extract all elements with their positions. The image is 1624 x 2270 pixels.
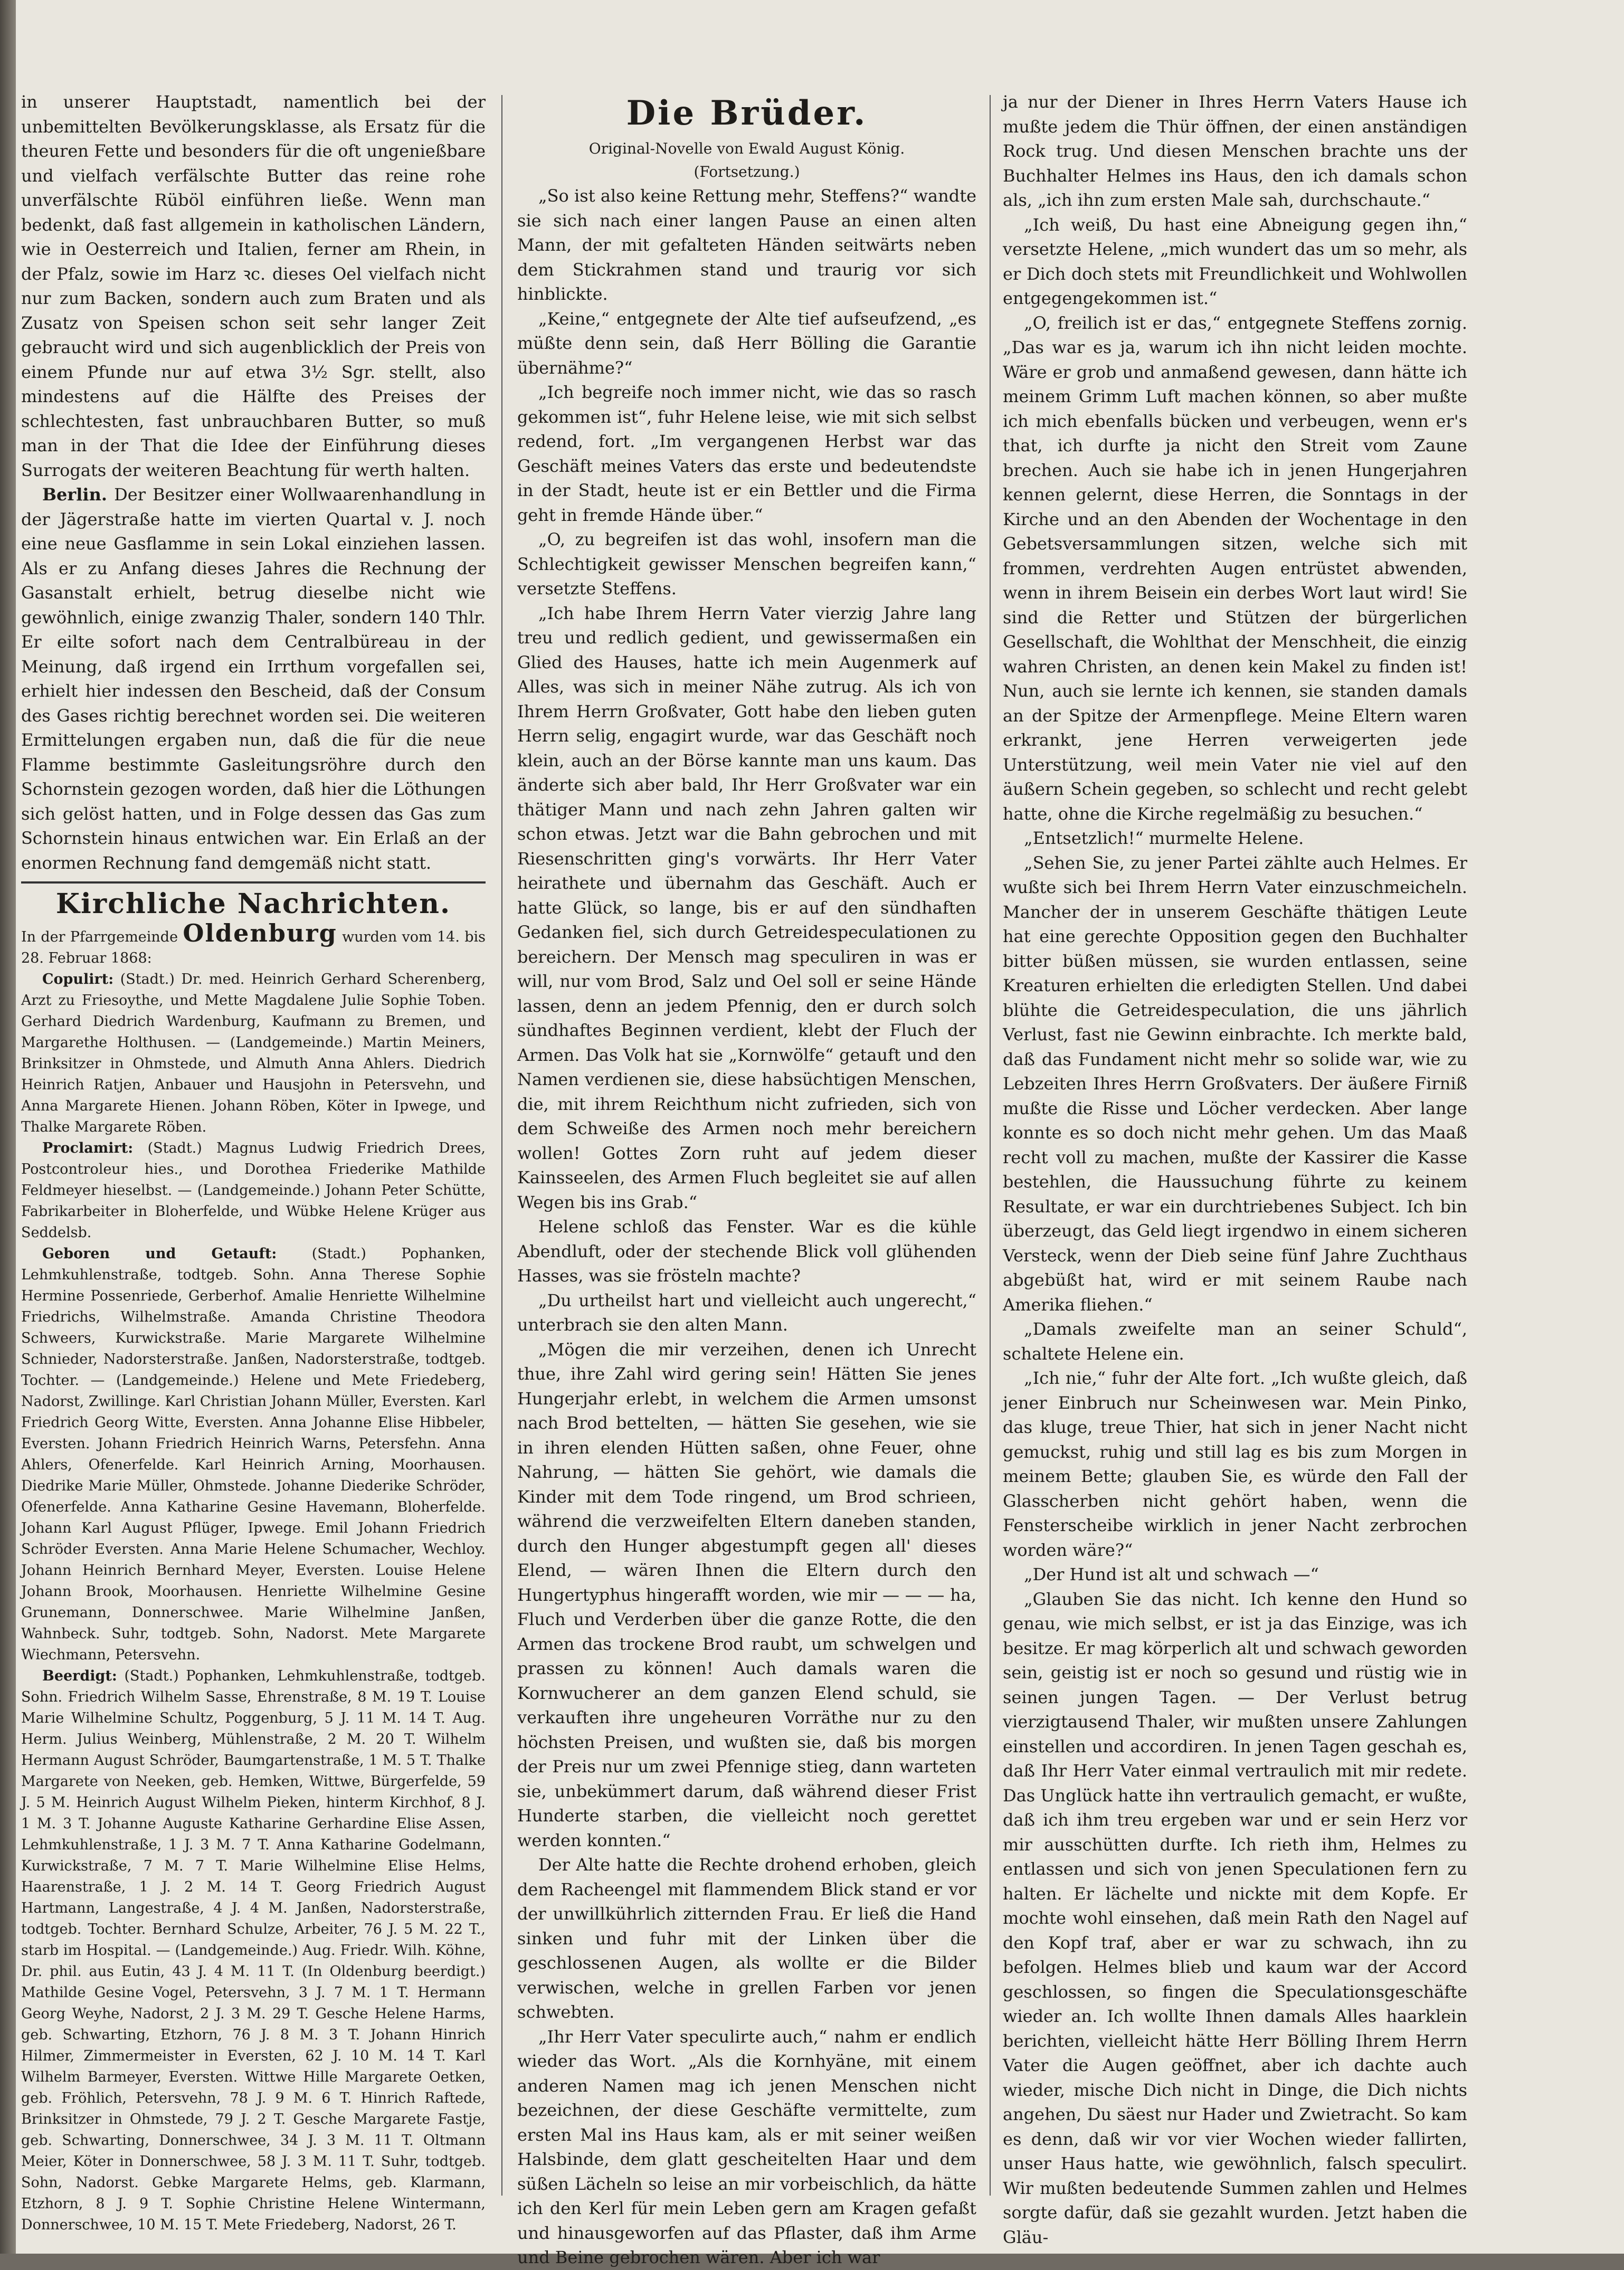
berlin-article	[21, 482, 486, 875]
story-paragraph: „O, freilich ist er das,“ entgegnete Steffens zornig. „Das war es ja, warum ich ihn nicht leiden mochte. Wäre er grob und anmaßend gewesen, dann hätte ich meinem Grimm Luft machen können, so aber mußte ich mich ebenfalls bücken und verbeugen, wenn er's that, ich durfte ja nicht den Streit vom Zaune brechen. Auch sie habe ich in jenen Hungerjahren kennen gelernt, diese Herren, die Sonntags in der Kirche und an den Abenden der Wochentage in den Gebetsversammlungen sitzen, welche sich mit frommen, verdrehten Augen entrüstet abwenden, wenn in ihrem Beisein ein derbes Wort laut wird! Sie sind die Retter und Stützen der bürgerlichen Gesellschaft, die Wohlthat der Menschheit, die einzig wahren Christen, an denen kein Makel zu finden ist! Nun, auch sie lernte ich kennen, sie standen damals an der Spitze der Armenpflege. Meine Eltern waren erkrankt, jene Herren verweigerten jede Unterstützung, weil mein Vater nie viel auf den äußern Schein gegeben, so schlecht und recht gelebt hatte, ohne die Kirche regelmäßig zu besuchen.“	[1003, 312, 1467, 824]
rapeseed-oil-article: in unserer Hauptstadt, namentlich bei der unbemittelten Bevölkerungsklasse, als Ersatz für die theuren Fette und besonders für die oft ungenießbare und vielfach verfälschte Butter das reine rohe unverfälschte Rüböl einführen ließe. Wenn man bedenkt, daß fast allgemein in katholischen Ländern, wie in Oesterreich und Italien, ferner am Rhein, in der Pfalz, sowie im Harz ꝛc. dieses Oel vielfach nicht nur zum Backen, sondern auch zum Braten und als Zusatz von Speisen schon seit sehr langer Zeit gebraucht wird und sich augenblicklich der Preis von einem Pfunde nur auf etwa 3½ Sgr. stellt, also mindestens auf die Hälfte des Preises der schlechtesten, fast unbrauchbaren Butter, so muß man in der That die Idee der Einführung dieses Surrogats der weiteren Beachtung für werth halten.	[21, 92, 486, 480]
beerdigt-entry	[21, 1666, 486, 2236]
story-paragraph: „Mögen die mir verzeihen, denen ich Unrecht thue, ihre Zahl wird gering sein! Hätten Sie jenes Hungerjahr erlebt, in welchem die Armen umsonst nach Brod bettelten, — hätten Sie gesehen, wie sie in ihren elenden Hütten saßen, ohne Feuer, ohne Nahrung, — hätten Sie gehört, wie damals die Kinder mit dem Tode ringend, um Brod schrieen, während die verzweifelten Eltern daneben standen, durch den Hunger abgestumpft gegen all' dieses Elend, — wären Ihnen die Eltern durch den Hungertyphus hingerafft worden, wie mir — — — ha, Fluch und Verderben über die ganze Rotte, die den Armen das trockene Brod raubt, um schwelgen und prassen zu können! Auch damals waren die Kornwucherer an dem ganzen Elend schuld, sie verkauften ihre ungeheuren Vorräthe nur zu den höchsten Preisen, und wußten sie, daß bis morgen der Preis nur um zwei Pfennige stieg, dann warteten sie, unbekümmert darum, daß während dieser Frist Hunderte starben, die vielleicht noch gerettet werden konnten.“	[517, 1339, 976, 1850]
copulirt-entry	[21, 969, 486, 1138]
beerdigt-text: (Stadt.) Pophanken, Lehmkuhlenstraße, todtgeb. Sohn. Friedrich Wilhelm Sasse, Ehrenstraße, 8 M. 19 T. Louise Marie Wilhelmine Schultz, Poggenburg, 5 J. 11 M. 14 T. Aug. Herm. Julius Weinberg, Mühlenstraße, 2 M. 20 T. Wilhelm Hermann August Schröder, Baumgartenstraße, 1 M. 5 T. Thalke Margarete von Neeken, geb. Hemken, Wittwe, Bürgerfelde, 59 J. 5 M. Heinrich August Wilhelm Pieken, hinterm Kirchhof, 8 J. 1 M. 3 T. Johanne Auguste Katharine Gerhardine Elise Assen, Lehmkuhlenstraße, 1 J. 3 M. 7 T. Anna Katharine Godelmann, Kurwickstraße, 7 M. 7 T. Marie Wilhelmine Elise Helms, Haarenstraße, 1 J. 2 M. 14 T. Georg Friedrich August Hartmann, Langestraße, 4 J. 4 M. Janßen, Nadorsterstraße, todtgeb. Tochter. Bernhard Schulze, Arbeiter, 76 J. 5 M. 22 T., starb im Hospital. — (Landgemeinde.) Aug. Friedr. Wilh. Köhne, Dr. phil. aus Eutin, 43 J. 4 M. 11 T. (In Oldenburg beerdigt.) Mathilde Gesine Vogel, Petersvehn, 3 J. 7 M. 1 T. Hermann Georg Weyhe, Nadorst, 2 J. 3 M. 29 T. Gesche Helene Harms, geb. Schwarting, Etzhorn, 76 J. 8 M. 3 T. Johann Hinrich Hilmer, Zimmermeister in Eversten, 62 J. 10 M. 14 T. Karl Wilhelm Barmeyer, Eversten. Wittwe Hille Margarete Oetken, geb. Fröhlich, Petersvehn, 78 J. 9 M. 6 T. Hinrich Raftede, Brinksitzer in Ohmstede, 79 J. 2 T. Gesche Margarete Fastje, geb. Schwarting, Donnerschwee, 34 J. 3 M. 11 T. Oltmann Meier, Köter in Donnerschwee, 58 J. 3 M. 11 T. Suhr, todtgeb. Sohn, Nadorst. Gebke Margarete Helms, geb. Klarmann, Etzhorn, 8 J. 9 T. Sophie Christine Helene Wintermann, Donnerschwee, 10 M. 15 T. Mete Friedeberg, Nadorst, 26 T.	[21, 1668, 486, 2233]
story-paragraph: Helene schloß das Fenster. War es die kühle Abendluft, oder der stechende Blick voll glühenden Hasses, was sie frösteln machte?	[517, 1217, 976, 1286]
story-paragraph: „Du urtheilst hart und vielleicht auch ungerecht,“ unterbrach sie den alten Mann.	[517, 1290, 976, 1335]
berlin-text: Der Besitzer einer Wollwaarenhandlung in der Jägerstraße hatte im vierten Quartal v. J. noch eine neue Gasflamme in sein Lokal einziehen lassen. Als er zu Anfang dieses Jahres die Rechnung der Gasanstalt erhielt, betrug dieselbe nicht wie gewöhnlich, einige zwanzig Thaler, sondern 140 Thlr. Er eilte sofort nach dem Centralbüreau in der Meinung, daß irgend ein Irrthum vorgefallen sei, erhielt hier indessen den Bescheid, daß der Consum des Gases richtig berechnet worden sei. Die weiteren Ermittelungen ergaben nun, daß die für die neue Flamme bestimmte Gasleitungsröhre durch den Schornstein gezogen worden, daß hier die Löthungen sich gelöst hatten, und in Folge dessen das Gas zum Schornstein hinaus entwichen war. Ein Erlaß an der enormen Rechnung fand demgemäß nicht statt.	[21, 485, 486, 873]
newspaper-page	[16, 0, 1624, 2267]
story-paragraph: „Der Hund ist alt und schwach —“	[1024, 1564, 1319, 1584]
story-paragraph: „Sehen Sie, zu jener Partei zählte auch Helmes. Er wußte sich bei Ihrem Herrn Vater einzuschmeicheln. Mancher der in unserem Geschäfte thätigen Leute hat eine gerechte Opposition gegen den Buchhalter bitter büßen müssen, sie wurden entlassen, seine Kreaturen erhielten die erledigten Stellen. Und dabei blühte die Getreidespeculation, die uns jährlich Verlust, fast nie Gewinn einbrachte. Ich merkte bald, daß das Fundament nicht mehr so solide war, wie zu Lebzeiten Ihres Herrn Großvaters. Der äußere Firniß mußte die Risse und Löcher verdecken. Aber lange konnte es so doch nicht mehr gehen. Um das Maaß recht voll zu machen, mußte der Kassirer die Kasse bestehlen, die Haussuchung führte zu keinem Resultate, er war ein durchtriebenes Subject. Ich bin überzeugt, das Geld liegt irgendwo in einem sicheren Versteck, wenn der Dieb seine fünf Jahre Zuchthaus abgebüßt hat, wird er mit seinem Raube nach Amerika fliehen.“	[1003, 852, 1467, 1315]
proclamirt-label: Proclamirt:	[42, 1140, 134, 1156]
church-intro	[21, 919, 486, 969]
story-paragraph: „Ich nie,“ fuhr der Alte fort. „Ich wußte gleich, daß jener Einbruch nur Scheinwesen war. Mein Pinko, das kluge, treue Thier, hat sich in jener Nacht nicht gemuckst, ruhig und still lag es bis zum Morgen in meinem Bette; glauben Sie, es würde den Fall der Glasscherben nicht gehört haben, wenn die Fensterscheibe wirklich in jener Nacht zerbrochen worden wäre?“	[1003, 1368, 1467, 1560]
column-rule-left	[501, 95, 502, 2196]
church-place: Oldenburg	[183, 919, 337, 947]
beerdigt-label: Beerdigt:	[42, 1668, 117, 1684]
story-paragraph: „Keine,“ entgegnete der Alte tief aufseufzend, „es müßte denn sein, daß Herr Bölling die Garantie übernähme?“	[517, 308, 976, 378]
proclamirt-text: (Stadt.) Magnus Ludwig Friedrich Drees, Postcontroleur hies., und Dorothea Friederike Mathilde Feldmeyer hieselbst. — (Landgemeinde.) Johann Peter Schütte, Fabrikarbeiter in Bloherfelde, und Wübke Helene Krüger aus Seddelsb.	[21, 1140, 486, 1241]
middle-column	[517, 90, 976, 2267]
church-news-heading: Kirchliche Nachrichten.	[55, 888, 451, 920]
story-paragraph: Der Alte hatte die Rechte drohend erhoben, gleich dem Racheengel mit flammendem Blick stand er vor der unwillkührlich zitternden Frau. Er ließ die Hand sinken und fuhr mit der Linken über die geschlossenen Augen, als wollte er die Bilder verwischen, welche in grellen Farben vor jenen schwebten.	[517, 1855, 976, 2022]
right-column	[1003, 90, 1467, 2254]
page-edge-shadow	[0, 0, 16, 2254]
story-continuation: (Fortsetzung.)	[694, 163, 800, 181]
left-column	[21, 90, 486, 2254]
church-intro-b: wurden vom 14. bis 28. Februar 1868:	[21, 929, 486, 966]
story-paragraph: ja nur der Diener in Ihres Herrn Vaters Hause ich mußte jedem die Thür öffnen, der einen anständigen Rock trug. Und diesen Menschen brachte uns der Buchhalter Helmes ins Haus, den ich damals schon als, „ich ihn zum ersten Male sah, durchschaute.“	[1003, 92, 1467, 210]
copulirt-label: Copulirt:	[42, 971, 114, 987]
story-paragraph: „O, zu begreifen ist das wohl, insofern man die Schlechtigkeit gewisser Menschen begreifen kann,“ versetzte Steffens.	[517, 529, 976, 599]
column-rule-right	[990, 95, 991, 2196]
church-intro-a: In der Pfarrgemeinde	[21, 929, 178, 945]
berlin-label: Berlin.	[42, 485, 107, 505]
story-paragraph: „Damals zweifelte man an seiner Schuld“, schaltete Helene ein.	[1003, 1319, 1467, 1364]
geboren-text: (Stadt.) Pophanken, Lehmkuhlenstraße, todtgeb. Sohn. Anna Therese Sophie Hermine Possenriede, Gerberhof. Amalie Henriette Wilhelmine Friedrichs, Wilhelmstraße. Amanda Christine Theodora Schweers, Kurwickstraße. Marie Margarete Wilhelmine Schnieder, Nadorsterstraße. Janßen, Nadorsterstraße, todtgeb. Tochter. — (Landgemeinde.) Helene und Mete Friedeberg, Nadorst, Zwillinge. Karl Christian Johann Müller, Eversten. Karl Friedrich Georg Witte, Eversten. Anna Johanne Elise Hibbeler, Eversten. Johann Friedrich Heinrich Warns, Petersfehn. Anna Ahlers, Ofenerfelde. Karl Heinrich Arning, Moorhausen. Diedrike Marie Müller, Ohmstede. Johanne Diederike Schröder, Ofenerfelde. Anna Katharine Gesine Havemann, Bloherfelde. Johann Karl August Pflüger, Ipwege. Emil Johann Friedrich Schröder Eversten. Anna Marie Helene Schumacher, Wechloy. Johann Heinrich Bernhard Meyer, Eversten. Louise Helene Johann Brook, Moorhausen. Henriette Wilhelmine Gesine Grunemann, Donnerschwee. Marie Wilhelmine Janßen, Wahnbeck. Suhr, todtgeb. Sohn, Nadorst. Mete Margarete Wiechmann, Petersvehn.	[21, 1246, 486, 1663]
story-paragraph: „Ich weiß, Du hast eine Abneigung gegen ihn,“ versetzte Helene, „mich wundert das um so mehr, als er Dich doch stets mit Freundlichkeit und Wohlwollen entgegengekommen ist.“	[1003, 214, 1467, 308]
story-paragraph: „Ich habe Ihrem Herrn Vater vierzig Jahre lang treu und redlich gedient, und gewissermaßen ein Glied des Hauses, hatte ich mein Augenmerk auf Alles, was sich in meiner Nähe zutrug. Als ich von Ihrem Herrn Großvater, Gott habe den lieben guten Herrn selig, engagirt wurde, war das Geschäft noch klein, auch an der Börse kannte man uns kaum. Das änderte sich aber bald, Ihr Herr Großvater war ein thätiger Mann und nach zehn Jahren galten wir schon etwas. Jetzt war die Bahn gebrochen und mit Riesenschritten ging's vorwärts. Ihr Herr Vater heirathete und übernahm das Geschäft. Auch er hatte Glück, so lange, bis er auf den sündhaften Gedanken fiel, sich durch Getreidespeculationen zu bereichern. Der Mensch mag speculiren in was er will, nur vom Brod, Salz und Oel soll er seine Hände lassen, denn an jedem Pfennig, den er durch solch sündhaftes Beginnen verdient, klebt der Fluch der Armen. Das Volk hat sie „Kornwölfe“ getauft und den Namen verdienen sie, diese habsüchtigen Menschen, die, mit ihrem Reichthum nicht zufrieden, sich von dem Schweiße des Armen noch mehr bereichern wollen! Gottes Zorn ruht auf jedem dieser Kainsseelen, des Armen Fluch begleitet sie auf allen Wegen bis ins Grab.“	[517, 603, 976, 1212]
story-title: Die Brüder.	[626, 93, 868, 133]
copulirt-text: (Stadt.) Dr. med. Heinrich Gerhard Scherenberg, Arzt zu Friesoythe, und Mette Magdalene Julie Sophie Toben. Gerhard Diedrich Wardenburg, Kaufmann zu Bremen, und Margarethe Holthusen. — (Landgemeinde.) Martin Meiners, Brinksitzer in Ohmstede, und Almuth Anna Ahlers. Diedrich Heinrich Ratjen, Anbauer und Hausjohn in Petersvehn, und Anna Margarete Hienen. Johann Röben, Köter in Ipwege, und Thalke Margarete Röben.	[21, 971, 486, 1135]
story-paragraph: „Ich begreife noch immer nicht, wie das so rasch gekommen ist“, fuhr Helene leise, wie mit sich selbst redend, fort. „Im vergangenen Herbst war das Geschäft meines Vaters das erste und bedeutendste in der Stadt, heute ist er ein Bettler und die Firma geht in fremde Hände über.“	[517, 382, 976, 525]
story-paragraph: „Entsetzlich!“ murmelte Helene.	[1024, 828, 1304, 848]
story-paragraph: „Ihr Herr Vater speculirte auch,“ nahm er endlich wieder das Wort. „Als die Kornhyäne, mit einem anderen Namen mag ich jenen Menschen nicht bezeichnen, der diese Geschäfte vermittelte, zum ersten Mal ins Haus kam, als er mit seiner weißen Halsbinde, dem glatt gescheitelten Haar und dem süßen Lächeln so leise an mir vorbeischlich, da hätte ich den Kerl für mein Leben gern am Kragen gefaßt und hinausgeworfen auf das Pflaster, daß ihm Arme und Beine gebrochen wären. Aber ich war	[517, 2026, 976, 2267]
proclamirt-entry	[21, 1138, 486, 1243]
story-subtitle: Original-Novelle von Ewald August König.	[588, 140, 905, 157]
geboren-entry	[21, 1243, 486, 1666]
geboren-label: Geboren und Getauft:	[42, 1246, 277, 1262]
story-paragraph: „So ist also keine Rettung mehr, Steffens?“ wandte sie sich nach einer langen Pause an einen alten Mann, der mit gefalteten Händen seitwärts neben dem Stickrahmen stand und traurig vor sich hinblickte.	[517, 186, 976, 304]
section-divider	[21, 881, 486, 884]
story-paragraph: „Glauben Sie das nicht. Ich kenne den Hund so genau, wie mich selbst, er ist ja das Einzige, was ich besitze. Er mag körperlich alt und schwach geworden sein, geistig ist er noch so gesund und rüstig wie in seinen jungen Tagen. — Der Verlust betrug vierzigtausend Thaler, wir mußten unsere Zahlungen einstellen und accordiren. In jenen Tagen geschah es, daß Ihr Herr Vater einmal vertraulich mit mir redete. Das Unglück hatte ihn vertraulich gemacht, er wußte, daß ich ihm treu ergeben war und er sein Herz vor mir ausschütten durfte. Ich rieth ihm, Helmes zu entlassen und sich von jenen Speculationen fern zu halten. Er lächelte und nickte mit dem Kopfe. Er mochte wohl einsehen, daß mein Rath den Nagel auf den Kopf traf, aber er war zu schwach, ihn zu befolgen. Helmes blieb und kaum war der Accord geschlossen, so fingen die Speculationsgeschäfte wieder an. Ich wollte Ihnen damals Alles haarklein berichten, vielleicht hätte Herr Bölling Ihrem Herrn Vater die Augen geöffnet, aber ich dachte auch wieder, mische Dich nicht in Dinge, die Dich nichts angehen, Du säest nur Hader und Zwietracht. So kam es denn, daß wir vor vier Wochen wieder fallirten, unser Haus hatte, wie gewöhnlich, falsch speculirt. Wir mußten bedeutende Summen zahlen und Helmes sorgte dafür, daß sie gezahlt wurden. Jetzt haben die Gläu-	[1003, 1589, 1467, 2247]
